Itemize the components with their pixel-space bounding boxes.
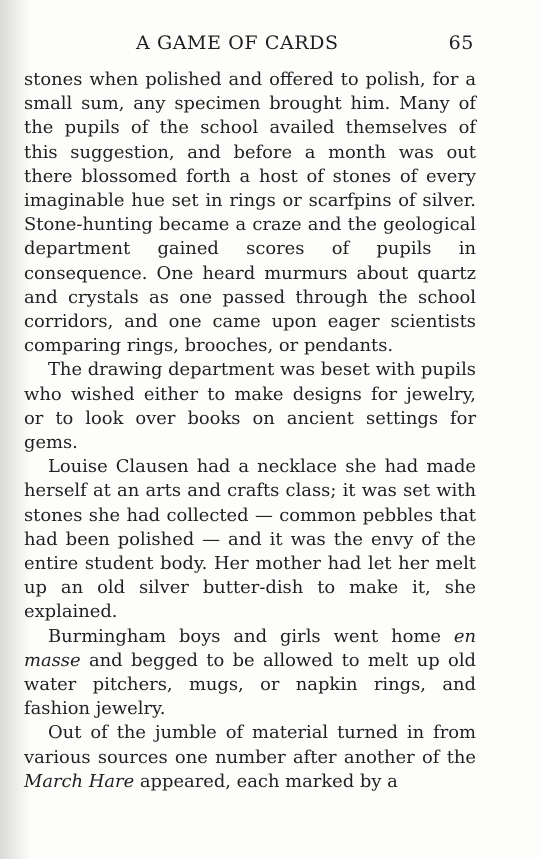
- paragraph-4-italic-phrase: en masse: [24, 625, 476, 671]
- paragraph-3: Louise Clausen had a necklace she had made herself at an arts and crafts class; it was set with stones she had collected — common pebbles that had been polished — and it was the envy of the entire student body. Her mother had let her melt up an old silver butter-dish to make it, she explained.: [24, 456, 476, 623]
- paragraph-4-text-before: Burmingham boys and girls went home: [48, 625, 454, 647]
- paragraph-5: [24, 721, 476, 794]
- paragraph-4-text-after: and begged to be allowed to melt up old water pitchers, mugs, or napkin rings, and fashion jewelry.: [24, 649, 476, 720]
- paragraph-1: stones when polished and offered to polish, for a small sum, any specimen brought him. Many of the pupils of the school availed themselves of this suggestion, and before a month was out there blossomed forth a host of stones of every imaginable hue set in rings or scarfpins of silver. Stone-hunting became a craze and the geological department gained scores of pupils in consequence. One heard murmurs about quartz and crystals as one passed through the school corridors, and one came upon eager scientists comparing rings, brooches, or pendants.: [24, 69, 476, 357]
- paragraph-5-text-before: Out of the jumble of material turned in from various sources one number after another of the: [24, 722, 476, 768]
- paragraph-5-text-after: appeared, each marked by a: [134, 770, 398, 792]
- running-title: A GAME OF CARDS: [136, 32, 339, 54]
- running-head: [24, 30, 476, 60]
- book-page: [24, 30, 476, 794]
- paragraph-5-italic-title: March Hare: [24, 770, 135, 792]
- body-text: [24, 68, 476, 794]
- paragraph-2: The drawing department was beset with pupils who wished either to make designs for jewelry, or to look over books on ancient settings for gems.: [24, 359, 476, 454]
- page-number: 65: [448, 32, 474, 54]
- paragraph-4: [24, 625, 476, 722]
